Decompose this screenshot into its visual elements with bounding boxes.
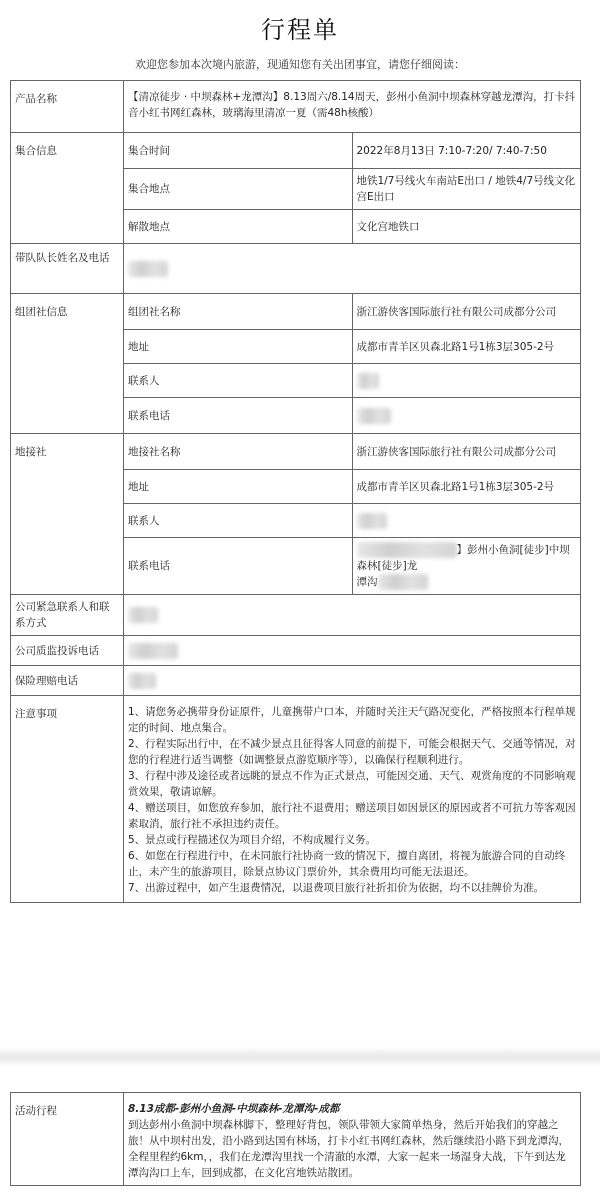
page-subtitle: 欢迎您参加本次境内旅游，现通知您有关出团事宜，请您仔细阅读：	[135, 58, 465, 71]
table-row	[11, 666, 581, 696]
local-agency-contact-label: 联系人	[124, 504, 353, 538]
note-item: 6、如您在行程进行中，在未同旅行社协商一致的情况下，擅自离团，将视为旅游合同的自动终止，未产生的旅游项目，除景点协议门票价外，其余费用均可能无法退还。	[128, 850, 566, 878]
assembly-time-value: 2022年8月13日 7:10-7:20/ 7:40-7:50	[352, 133, 581, 169]
notes-list	[124, 696, 581, 903]
table-row	[11, 696, 581, 903]
local-agency-contact-value	[352, 504, 581, 538]
leader-value	[124, 244, 581, 294]
activity-content	[124, 1093, 581, 1186]
local-agency-name-value: 浙江游侠客国际旅行社有限公司成都分公司	[352, 434, 581, 470]
emergency-value	[124, 595, 581, 636]
note-item: 2、行程实际出行中，在不减少景点且征得客人同意的前提下，可能会根据天气、交通等情况，对您的行程进行适当调整（如调整景点游览顺序等），以确保行程顺利进行。	[128, 738, 576, 766]
note-item: 3、行程中涉及途径或者远眺的景点不作为正式景点，可能因交通、天气、观赏角度的不同影响观赏效果，敬请谅解。	[128, 770, 576, 798]
activity-title: 8.13成都-彭州小鱼洞-中坝森林-龙潭沟-成都	[128, 1103, 340, 1115]
emergency-label: 公司紧急联系人和联系方式	[11, 595, 124, 636]
phone-value-text: 】彭州小鱼洞[徒步]中坝森林[徒步]龙	[356, 544, 570, 572]
complaint-value	[124, 636, 581, 666]
insurance-label: 保险理赔电话	[11, 666, 124, 696]
product-label: 产品名称	[11, 81, 124, 133]
table-row	[11, 133, 581, 169]
assembly-place-value: 地铁1/7号线火车南站E出口 / 地铁4/7号线文化宫E出口	[352, 169, 581, 210]
organizer-phone-value	[352, 398, 581, 434]
organizer-contact-label: 联系人	[124, 364, 353, 398]
product-value: 【清凉徒步 · 中坝森林+龙潭沟】8.13周六/8.14周天，彭州小鱼洞中坝森林穿越龙潭沟，打卡抖音小红书网红森林，玻璃海里清凉一夏（需48h核酸）	[124, 81, 581, 133]
table-row	[11, 81, 581, 133]
assembly-label: 集合信息	[11, 133, 124, 244]
organizer-addr-value: 成都市青羊区贝森北路1号1栋3层305-2号	[352, 330, 581, 364]
local-agency-phone-label: 联系电话	[124, 538, 353, 595]
itinerary-table	[10, 80, 581, 903]
local-agency-addr-label: 地址	[124, 470, 353, 504]
note-item: 5、景点或行程描述仅为项目介绍，不构成履行义务。	[128, 834, 377, 846]
page-title: 行程单	[261, 16, 339, 44]
table-row	[11, 1093, 581, 1186]
redacted-block	[128, 261, 168, 277]
note-item: 4、赠送项目，如您放弃参加，旅行社不退费用；赠送项目如因景区的原因或者不可抗力等客观因素取消，旅行社不承担违约责任。	[128, 802, 576, 830]
redacted-block	[128, 643, 178, 659]
leader-label: 带队队长姓名及电话	[11, 244, 124, 294]
activity-body: 到达彭州小鱼洞中坝森林脚下，整理好背包，领队带领大家简单热身，然后开始我们的穿越之旅！从中坝村出发，沿小路到达国有林场，打卡小红书网红森林，然后继续沿小路下到龙潭沟，全程里程约6km，，我们在龙潭沟里找一个清澈的水潭，大家一起来一场湿身大战，下午到达龙潭沟沟口上车，回到成都，在文化宫地铁站散团。	[128, 1119, 569, 1179]
organizer-contact-value	[352, 364, 581, 398]
table-row	[11, 294, 581, 330]
table-row	[11, 244, 581, 294]
phone-value-text-2: 潭沟	[356, 576, 378, 588]
table-row	[11, 636, 581, 666]
table-row	[11, 434, 581, 470]
notes-label: 注意事项	[11, 696, 124, 903]
organizer-addr-label: 地址	[124, 330, 353, 364]
complaint-label: 公司质监投诉电话	[11, 636, 124, 666]
local-agency-label: 地接社	[11, 434, 124, 595]
organizer-name-label: 组团社名称	[124, 294, 353, 330]
assembly-place-label: 集合地点	[124, 169, 353, 210]
redacted-block	[357, 513, 387, 529]
organizer-name-value: 浙江游侠客国际旅行社有限公司成都分公司	[352, 294, 581, 330]
local-agency-phone-value	[352, 538, 581, 595]
redacted-block	[357, 408, 391, 424]
organizer-label: 组团社信息	[11, 294, 124, 434]
redacted-block	[378, 574, 428, 590]
assembly-time-label: 集合时间	[124, 133, 353, 169]
assembly-dismiss-value: 文化宫地铁口	[352, 210, 581, 244]
insurance-value	[124, 666, 581, 696]
redacted-block	[128, 673, 156, 689]
redacted-block	[357, 542, 457, 558]
note-item: 1、请您务必携带身份证原件，儿童携带户口本，并随时关注天气路况变化，严格按照本行程单规定的时间、地点集合。	[128, 706, 576, 734]
page-break	[0, 1046, 600, 1066]
activity-table	[10, 1092, 581, 1186]
organizer-phone-label: 联系电话	[124, 398, 353, 434]
table-row	[11, 595, 581, 636]
local-agency-name-label: 地接社名称	[124, 434, 353, 470]
redacted-block	[128, 607, 158, 623]
assembly-dismiss-label: 解散地点	[124, 210, 353, 244]
activity-label: 活动行程	[11, 1093, 124, 1186]
redacted-block	[357, 373, 379, 389]
local-agency-addr-value: 成都市青羊区贝森北路1号1栋3层305-2号	[352, 470, 581, 504]
note-item: 7、出游过程中，如产生退费情况，以退费项目旅行社折扣价为依据，均不以挂牌价为准。	[128, 882, 545, 894]
